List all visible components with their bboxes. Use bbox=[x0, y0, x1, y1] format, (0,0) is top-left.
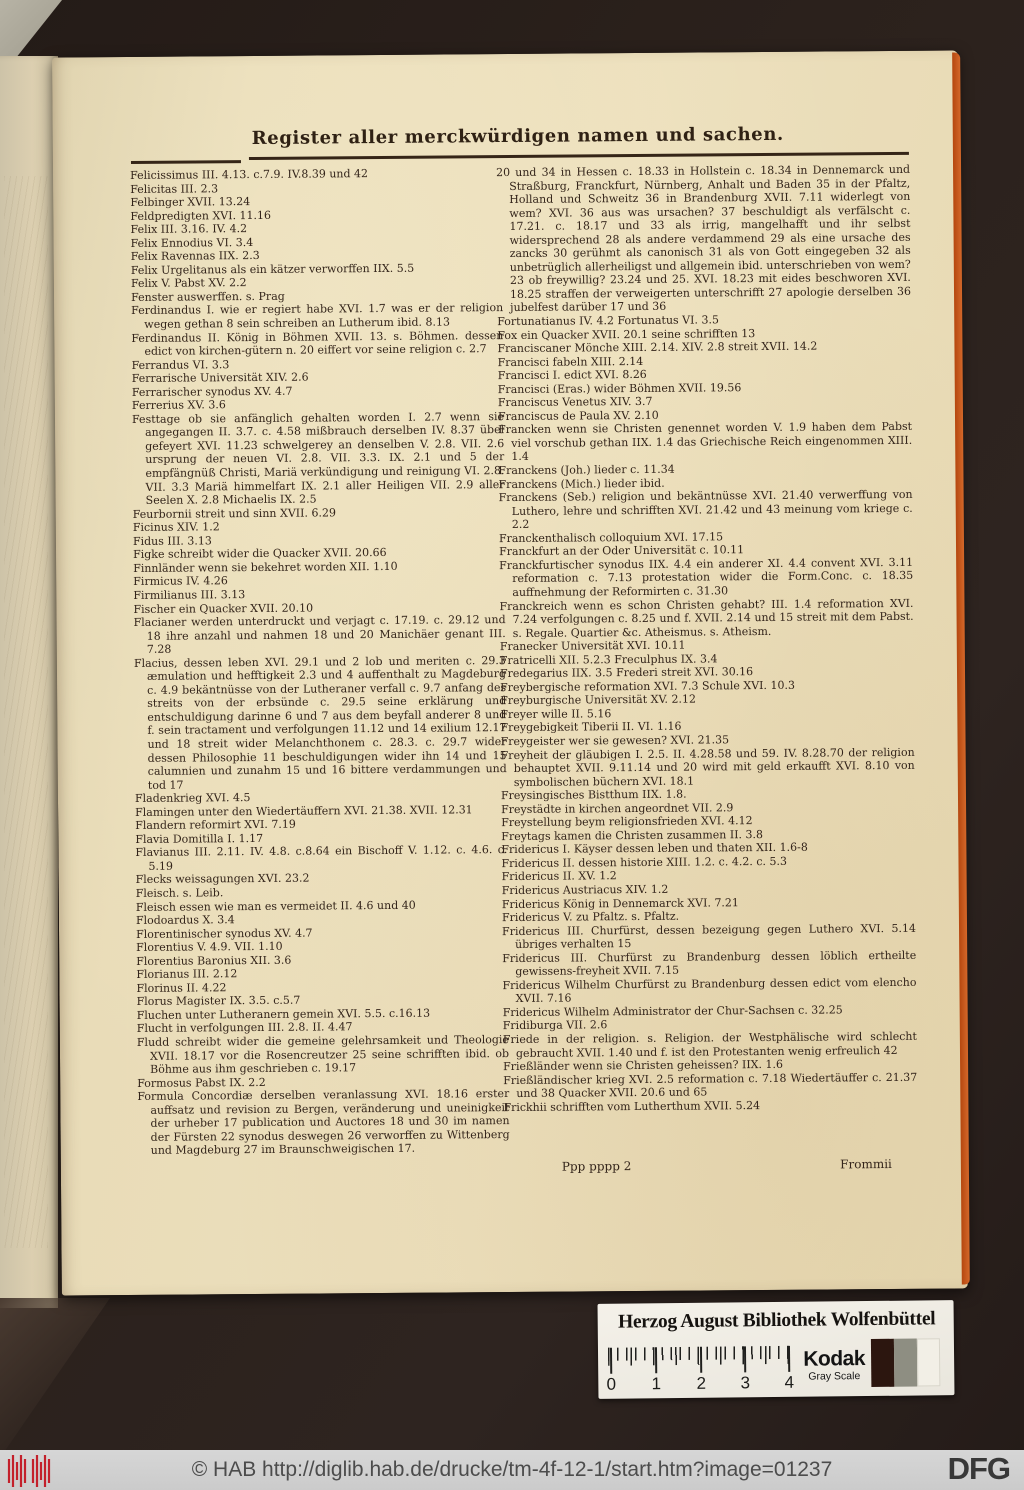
index-entry: Franckens (Joh.) lieder c. 11.34 bbox=[498, 462, 675, 478]
index-entry: Florus Magister IX. 3.5. c.5.7 bbox=[136, 994, 301, 1009]
index-entry: Fridericus V. zu Pfaltz. s. Pfaltz. bbox=[501, 909, 680, 925]
copyright-url: © HAB http://diglib.hab.de/drucke/tm-4f-12-1/start.htm?image=01237 bbox=[191, 1458, 833, 1481]
index-entry: Firmilianus III. 3.13 bbox=[133, 588, 246, 602]
index-entry: Fischer ein Quacker XVII. 20.10 bbox=[133, 601, 314, 616]
opposite-page-edge bbox=[0, 56, 58, 1308]
index-entry: Frießländer wenn sie Christen geheissen? IIX. 1.6 bbox=[503, 1057, 784, 1074]
index-entry: Fox ein Quacker XVII. 20.1 seine schrifften 13 bbox=[497, 326, 756, 342]
index-entry: Freystädte in kirchen angeordnet VII. 2.9 bbox=[501, 800, 734, 816]
index-entry: Franecker Universität XVI. 10.11 bbox=[499, 638, 686, 654]
index-entry: Freyheit der gläubigen I. 2.5. II. 4.28.58 und 59. IV. 8.28.70 der religion behauptet XVII. 9.11.14 und 20 wird mit geld erkaufft XVI. 8.10 von symbolischen büchern XVI. 18.1 bbox=[500, 745, 915, 789]
index-entry: Francken wenn sie Christen genennet worden V. 1.9 haben dem Pabst viel vorschub gethan IIX. 1.4 das Griechische Reich eingenommen XIII. 1.4 bbox=[498, 420, 913, 464]
index-entry: Formula Concordiæ derselben veranlassung XVI. 18.16 erster auffsatz und revision zu Bergen, veränderung und uneinigkeit der urheber 17 publication und Auctores 18 und 30 im namen der Fürsten 22 synodus deswegen 26 verworffen zu Wittenberg und Magdeburg 27 im Braunschweigischen 17. bbox=[137, 1087, 510, 1158]
index-entry: Fidus III. 3.13 bbox=[132, 534, 212, 548]
index-entry: Felix III. 3.16. IV. 4.2 bbox=[130, 222, 248, 237]
dfg-logo: DFG bbox=[947, 1451, 1010, 1486]
index-entry: Fridericus Wilhelm Administrator der Chur-Sachsen c. 32.25 bbox=[502, 1003, 843, 1019]
index-entry: Franciscaner Mönche XIII. 2.14. XIV. 2.8 streit XVII. 14.2 bbox=[497, 339, 818, 356]
index-entry: Flodoardus X. 3.4 bbox=[135, 913, 235, 928]
index-entry: Francisci fabeln XIII. 2.14 bbox=[497, 354, 644, 369]
patch-white bbox=[917, 1338, 941, 1386]
index-entry: Florentinischer synodus XV. 4.7 bbox=[135, 926, 313, 941]
index-entry: Firmicus IV. 4.26 bbox=[133, 574, 228, 589]
index-entry: Freyer wille II. 5.16 bbox=[500, 707, 612, 721]
index-entry: Fladenkrieg XVI. 4.5 bbox=[134, 791, 251, 806]
index-entry: Fortunatianus IV. 4.2 Fortunatus VI. 3.5 bbox=[497, 313, 719, 329]
index-entry: Franciscus Venetus XIV. 3.7 bbox=[497, 395, 653, 410]
ruler-mark-4: 4 bbox=[778, 1346, 800, 1393]
ruler-mark-0: 0 bbox=[600, 1348, 622, 1395]
index-entry: Felicissimus III. 4.13. c.7.9. IV.8.39 und 42 bbox=[130, 167, 369, 182]
index-entry: Flacianer werden unterdruckt und verjagt c. 17.19. c. 29.12 und 18 ihre anzahl und nahmen 18 und 20 Manichäer genant III. 7.28 bbox=[133, 613, 506, 656]
index-entry: Flucht in verfolgungen III. 2.8. II. 4.47 bbox=[136, 1020, 353, 1036]
book-corner-bottom-left bbox=[0, 1298, 110, 1458]
index-entry: Fridericus Wilhelm Churfürst zu Brandenburg dessen edict vom elencho XVII. 7.16 bbox=[502, 975, 917, 1006]
index-entry: Flavianus III. 2.11. IV. 4.8. c.8.64 ein Bischoff V. 1.12. c. 4.6. c. 5.19 bbox=[135, 843, 508, 873]
index-entry: Frießländischer krieg XVI. 2.5 reformation c. 7.18 Wiedertäuffer c. 21.37 und 38 Quacker XVII. 20.6 und 65 bbox=[503, 1070, 918, 1101]
index-entry: Fridericus I. Käyser dessen leben und thaten XII. 1.6-8 bbox=[501, 841, 808, 857]
index-entry: Fridericus II. XV. 1.2 bbox=[501, 869, 617, 884]
library-name: Herzog August Bibliothek Wolfenbüttel bbox=[617, 1308, 936, 1333]
index-entry: Fredegarius IIX. 3.5 Frederi streit XVI. 30.16 bbox=[499, 665, 754, 681]
footer-bar bbox=[0, 1450, 1024, 1490]
index-entry: Fenster auswerffen. s. Prag bbox=[130, 289, 285, 304]
index-entry: Ferrarischer synodus XV. 4.7 bbox=[131, 384, 293, 399]
index-entry: Ferrerius XV. 3.6 bbox=[131, 398, 226, 413]
page-title: Register aller merckwürdigen namen und sachen. bbox=[251, 123, 784, 150]
ruler-mark-3: 3 bbox=[734, 1346, 756, 1393]
index-entry: Flecks weissagungen XVI. 23.2 bbox=[135, 872, 310, 887]
library-label bbox=[598, 1300, 955, 1399]
index-entry: Freysingisches Bistthum IIX. 1.8. bbox=[500, 787, 687, 803]
index-entry: Franciscus de Paula XV. 2.10 bbox=[497, 408, 659, 423]
index-entry: Ferrarische Universität XIV. 2.6 bbox=[131, 370, 309, 386]
index-entry: Festtage ob sie anfänglich gehalten worden I. 2.7 wenn sie angegangen II. 3.7. c. 4.58 mißbrauch derselben IV. 8.37 übel gefeyert XVI. 11.23 schwelgerey an denselben V. 2.8. VII. 2.6 ursprung der neuen VI. 2.8. VII. 3.3. IX. 2.1 und 5 der empfängnüß Christi, Mariä verkündigung und reinigung VI. 2.8. VII. 3.3 Mariä himmelfart IX. 2.1 aller Heiligen VII. 2.9 aller Seelen X. 2.8 Michaelis IX. 2.5 bbox=[131, 409, 505, 507]
index-entry: Florianus III. 2.12 bbox=[136, 967, 238, 982]
kodak-subtitle: Gray Scale bbox=[808, 1370, 861, 1383]
index-entry: Felix V. Pabst XV. 2.2 bbox=[130, 276, 247, 291]
index-entry: Freytags kamen die Christen zusammen II. 3.8 bbox=[501, 827, 764, 843]
ruler-mark-2: 2 bbox=[690, 1347, 712, 1394]
index-entry: Florentius Baronius XII. 3.6 bbox=[136, 953, 292, 968]
catchword: Frommii bbox=[840, 1157, 892, 1172]
index-entry: Ferdinandus II. König in Böhmen XVII. 13. s. Böhmen. dessen edict von kirchen-gütern n. 20 eiffert vor seine religion c. 2.7 bbox=[131, 328, 504, 358]
index-entry: Fridericus König in Dennemarck XVI. 7.21 bbox=[501, 895, 739, 911]
signature-mark: Ppp pppp 2 bbox=[561, 1159, 632, 1174]
ruler-mark-1: 1 bbox=[645, 1347, 667, 1394]
index-entry: Francisci I. edict XVI. 8.26 bbox=[497, 368, 647, 383]
index-entry: Flamingen unter den Wiedertäuffern XVI. 21.38. XVII. 12.31 bbox=[135, 803, 473, 819]
index-entry: Florentius V. 4.9. VII. 1.10 bbox=[136, 939, 283, 955]
ruler-scale bbox=[606, 1346, 795, 1394]
patch-dark bbox=[871, 1339, 895, 1387]
gray-scale-patches bbox=[871, 1338, 940, 1387]
index-entry: Feldpredigten XVI. 11.16 bbox=[130, 208, 272, 223]
index-entry: Fluchen unter Lutheranern gemein XVI. 5.5. c.16.13 bbox=[136, 1006, 431, 1022]
index-entry: Fridericus III. Churfürst, dessen bezeigung gegen Luthero XVI. 5.14 übriges verhalten 15 bbox=[501, 921, 917, 952]
index-entry: Fridericus Austriacus XIV. 1.2 bbox=[501, 882, 669, 898]
index-entry: Fridericus III. Churfürst zu Brandenburg dessen löblich ertheilte gewissens-freyheit XVII. 7.15 bbox=[502, 948, 917, 979]
index-entry: Flavia Domitilla I. 1.17 bbox=[135, 831, 264, 846]
index-entry: Felix Ennodius VI. 3.4 bbox=[130, 235, 254, 250]
index-entry: Felbinger XVII. 13.24 bbox=[130, 195, 251, 210]
index-entry: Frickhii schrifften vom Lutherthum XVII. 5.24 bbox=[503, 1098, 761, 1114]
index-entry: Freygebigkeit Tiberii II. VI. 1.16 bbox=[500, 720, 682, 735]
index-entry: Fludd schreibt wider die gemeine gelehrsamkeit und Theologie XVII. 18.17 vor die Rosencreutzer 25 seine schrifften ibid. ob Böhme aus ihm geschrieben c. 19.17 bbox=[136, 1033, 510, 1076]
index-entry: Fridericus II. dessen historie XIII. 1.2. c. 4.2. c. 5.3 bbox=[501, 854, 787, 870]
index-entry: Franckens (Seb.) religion und bekäntnüsse XVI. 21.40 verwerffung von Luthero, lehre und schrifften XVI. 21.42 und 43 meinung vom kriege c. 2.2 bbox=[498, 487, 913, 532]
index-entry: Finnländer wenn sie bekehret worden XII. 1.10 bbox=[133, 559, 398, 575]
index-entry: Friede in der religion. s. Religion. der Westphälische wird schlecht gebraucht XVII. 1.40 und f. ist den Protestanten wenig erfreulich 42 bbox=[502, 1029, 917, 1060]
book-page bbox=[52, 50, 968, 1295]
index-entry: Francisci (Eras.) wider Böhmen XVII. 19.56 bbox=[497, 380, 742, 396]
index-entry: Flandern reformirt XVI. 7.19 bbox=[135, 817, 296, 833]
index-entry: Fratricelli XII. 5.2.3 Freculphus IX. 3.4 bbox=[499, 652, 718, 667]
index-entry: Freybergische reformation XVI. 7.3 Schule XVI. 10.3 bbox=[500, 678, 795, 694]
kodak-gray-scale bbox=[801, 1347, 867, 1383]
index-entry: Fleisch. s. Leib. bbox=[135, 886, 224, 900]
index-entry: Florinus II. 4.22 bbox=[136, 981, 227, 995]
index-entry: 20 und 34 in Hessen c. 18.33 in Hollstein c. 18.34 in Dennemarck und Straßburg, Franckfurt, Nürnberg, Anhalt und Baden 35 in der Pfaltz, Holland und Schweitz 36 in Brandenburg XVII. 7.11 widerlegt von wem? XVI. 36 aus was ursachen? 37 beschuldigt als verfälscht c. 17.21. c. 18.17 und 33 als irrig, mangelhafft und ihr selbst widersprechend 28 als andere verdammend 29 als eine ursache des zancks 30 gerühmt als canonisch 31 als von Gott eingegeben 32 als unbetrüglich allerheiligst und allgemein ibid. unterschrieben von wem? 23 ob freywillig? 23.24 und 25. XVI. 18.23 mit eides beschworen XVI. 18.25 straffen der verweigerten unterschrifft 27 apologie derselben 36 jubelfest darüber 17 und 36 bbox=[496, 162, 912, 315]
red-fore-edge bbox=[952, 52, 970, 1284]
index-entry: Franckfurt an der Oder Universität c. 10.11 bbox=[498, 543, 745, 559]
index-column-right bbox=[496, 163, 918, 1211]
index-entry: Freystellung beym religionsfrieden XVI. 4.12 bbox=[501, 814, 753, 830]
index-entry: Fleisch essen wie man es vermeidet II. 4.6 und 40 bbox=[135, 898, 416, 914]
index-entry: Ficinus XIV. 1.2 bbox=[132, 520, 220, 535]
index-entry: Franckreich wenn es schon Christen gehabt? III. 1.4 reformation XVI. 7.24 verfolgungen c. 8.25 und f. XVII. 2.14 und 15 streit mit dem Pabst. s. Regale. Quartier &c. Atheismus. s. Atheism. bbox=[499, 596, 914, 640]
header-rule-right bbox=[249, 152, 909, 160]
index-entry: Formosus Pabst IX. 2.2 bbox=[137, 1075, 266, 1090]
index-entry: Felicitas III. 2.3 bbox=[130, 181, 219, 196]
index-entry: Felix Urgelitanus als ein kätzer verworffen IIX. 5.5 bbox=[130, 261, 415, 277]
index-entry: Franckfurtischer synodus IIX. 4.4 ein anderer XI. 4.4 convent XVI. 3.11 reformation c. 7.13 protestation wider die Form.Conc. c. 18.35 auffnehmung der Reformirten c. 31.30 bbox=[499, 555, 914, 599]
index-entry: Franckens (Mich.) lieder ibid. bbox=[498, 476, 665, 491]
patch-gray bbox=[894, 1339, 918, 1387]
index-entry: Flacius, dessen leben XVI. 29.1 und 2 lob und meriten c. 29.3 æmulation und hefftigkeit 2.3 und 4 auffenthalt zu Magdeburg c. 4.9 bekäntnüsse von der Lutheraner verfall c. 9.7 anfang des streits von der erbsünde c. 29.5 seine erklärung und entschuldigung darinne 6 und 7 aus dem beyfall anderer 8 und f. sein tractament und verfolgungen 11.12 und 14 exilium 12.17 und 18 streit wider Melanchthonem c. 28.3. c. 29.7 wider dessen Philosophie 11 beschuldigungen wider ihn 14 und 15 calumnien und zunahm 15 und 16 bittere verdammungen und tod 17 bbox=[133, 653, 507, 792]
kodak-wordmark: Kodak bbox=[803, 1347, 866, 1371]
index-entry: Figke schreibt wider die Quacker XVII. 20.66 bbox=[133, 546, 387, 562]
index-entry: Felix Ravennas IIX. 2.3 bbox=[130, 249, 260, 264]
index-entry: Freygeister wer sie gewesen? XVI. 21.35 bbox=[500, 733, 730, 749]
index-entry: Feurbornii streit und sinn XVII. 6.29 bbox=[132, 506, 336, 521]
index-entry: Ferdinandus I. wie er regiert habe XVI. 1.7 was er der religion wegen gethan 8 sein schreiben an Lutherum ibid. 8.13 bbox=[131, 301, 504, 331]
index-entry: Freyburgische Universität XV. 2.12 bbox=[500, 692, 696, 708]
index-entry: Fridiburga VII. 2.6 bbox=[502, 1018, 608, 1033]
index-entry: Ferrandus VI. 3.3 bbox=[131, 357, 230, 372]
header-rule-left bbox=[131, 160, 241, 164]
index-entry: Franckenthalisch colloquium XVI. 17.15 bbox=[498, 530, 724, 545]
index-column-left bbox=[130, 166, 510, 1214]
